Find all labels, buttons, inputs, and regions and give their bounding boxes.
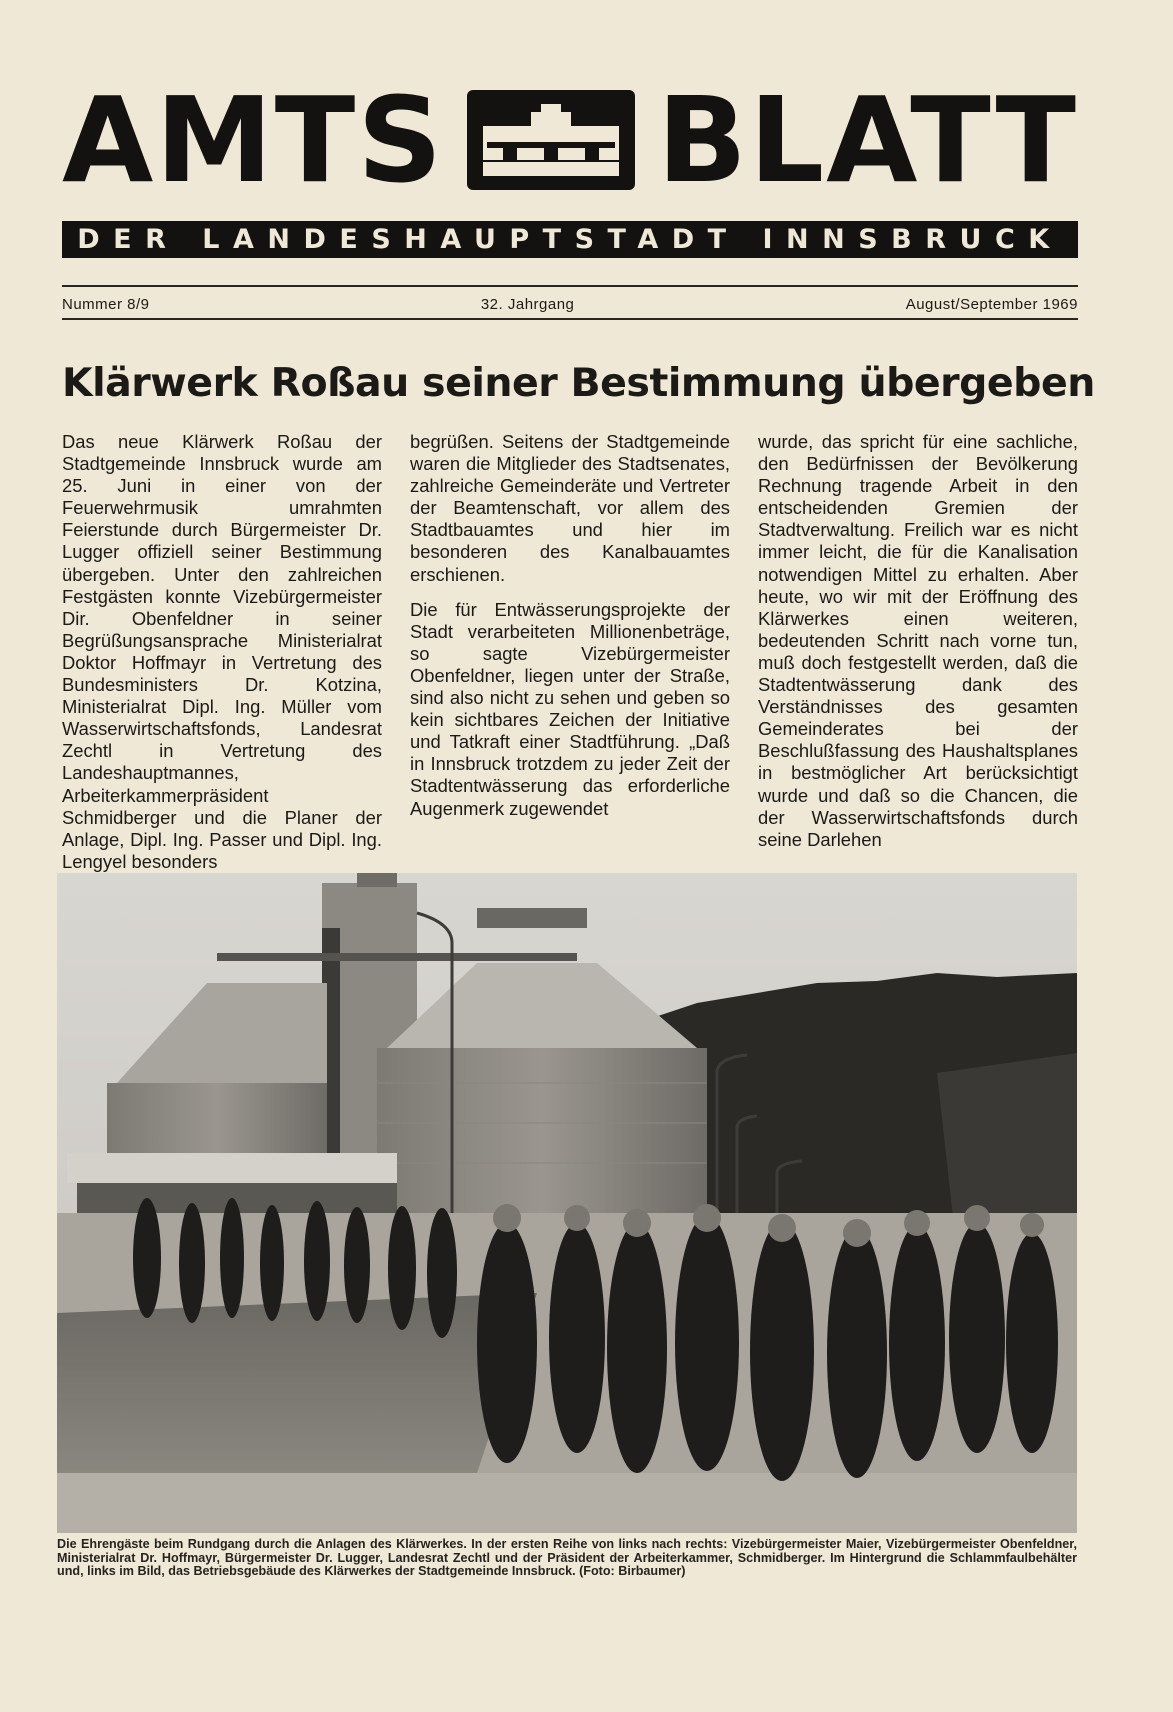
article-column-1 <box>62 431 382 872</box>
issue-volume: 32. Jahrgang <box>480 295 575 313</box>
article-column-3 <box>758 431 1078 859</box>
masthead-title-right: BLATT <box>657 71 1078 209</box>
masthead-subtitle: DER LANDESHAUPTSTADT INNSBRUCK <box>62 221 1078 258</box>
issue-bottom-rule <box>62 318 1078 320</box>
article-body <box>62 431 1078 872</box>
issue-top-rule <box>62 285 1078 287</box>
masthead <box>62 71 1078 209</box>
article-paragraph: begrüßen. Seitens der Stadtgemeinde waren die Mitglieder des Stadtsenates, zahlreiche Gemeinderäte und Vertreter der Beamtenschaft, vor allem des Stadtbauamtes und hier im besonderen des Kanalbauamtes erschienen. <box>410 431 730 585</box>
masthead-title-left: AMTS <box>62 71 445 209</box>
innsbruck-coat-of-arms-icon <box>467 90 635 190</box>
article-headline: Klärwerk Roßau seiner Bestimmung übergeben <box>62 360 1095 406</box>
article-paragraph: Das neue Klärwerk Roßau der Stadtgemeinde Innsbruck wurde am 25. Juni in einer von der Feuerwehrmusik umrahmten Feierstunde durch Bürgermeister Dr. Lugger offiziell seiner Bestimmung übergeben. Unter den zahlreichen Festgästen konnte Vizebürgermeister Dir. Obenfeldner in seiner Begrüßungsansprache Ministerialrat Doktor Hoffmayr in Vertretung des Bundesministers Dr. Kotzina, Ministerialrat Dipl. Ing. Müller vom Wasserwirtschaftsfonds, Landesrat Zechtl in Vertretung des Landeshauptmannes, Arbeiterkammerpräsident Schmidberger und die Planer der Anlage, Dipl. Ing. Passer und Dipl. Ing. Lengyel besonders <box>62 431 382 872</box>
issue-date: August/September 1969 <box>905 295 1078 313</box>
issue-number: Nummer 8/9 <box>62 295 150 313</box>
article-photo <box>57 873 1077 1533</box>
article-paragraph: Die für Entwässerungsprojekte der Stadt verarbeiteten Millionenbeträge, so sagte Vizebürgermeister Obenfeldner, liegen unter der Straße, sind also nicht zu sehen und geben so kein sichtbares Zeichen der Initiative und Tatkraft einer Stadtführung. „Daß in Innsbruck trotzdem zu jeder Zeit der Stadtentwässerung das erforderliche Augenmerk zugewendet <box>410 598 730 819</box>
article-paragraph: wurde, das spricht für eine sachliche, den Bedürfnissen der Bevölkerung Rechnung tragende Arbeit in den entscheidenden Gremien der Stadtverwaltung. Freilich war es nicht immer leicht, die für die Kanalisation notwendigen Mittel zu erhalten. Aber heute, wo wir mit der Eröffnung des Klärwerkes einen weiteren, bedeutenden Schritt nach vorne tun, muß doch festgestellt werden, daß die Stadtentwässerung dank des Verständnisses des gesamten Gemeinderates bei der Beschlußfassung des Haushaltsplanes in bestmöglicher Art berücksichtigt wurde und daß so die Chancen, die der Wasserwirtschaftsfonds durch seine Darlehen <box>758 431 1078 850</box>
article-column-2 <box>410 431 730 859</box>
issue-line <box>62 292 1078 316</box>
photo-caption: Die Ehrengäste beim Rundgang durch die Anlagen des Klärwerkes. In der ersten Reihe von links nach rechts: Vizebürgermeister Maier, Vizebürgermeister Obenfeldner, Ministerialrat Dr. Hoffmayr, Bürgermeister Dr. Lugger, Landesrat Zechtl und der Präsident der Arbeiterkammer, Schmidberger. Im Hintergrund die Schlammfaulbehälter und, links im Bild, das Betriebsgebäude des Klärwerkes der Stadtgemeinde Innsbruck. (Foto: Birbaumer) <box>57 1537 1077 1579</box>
